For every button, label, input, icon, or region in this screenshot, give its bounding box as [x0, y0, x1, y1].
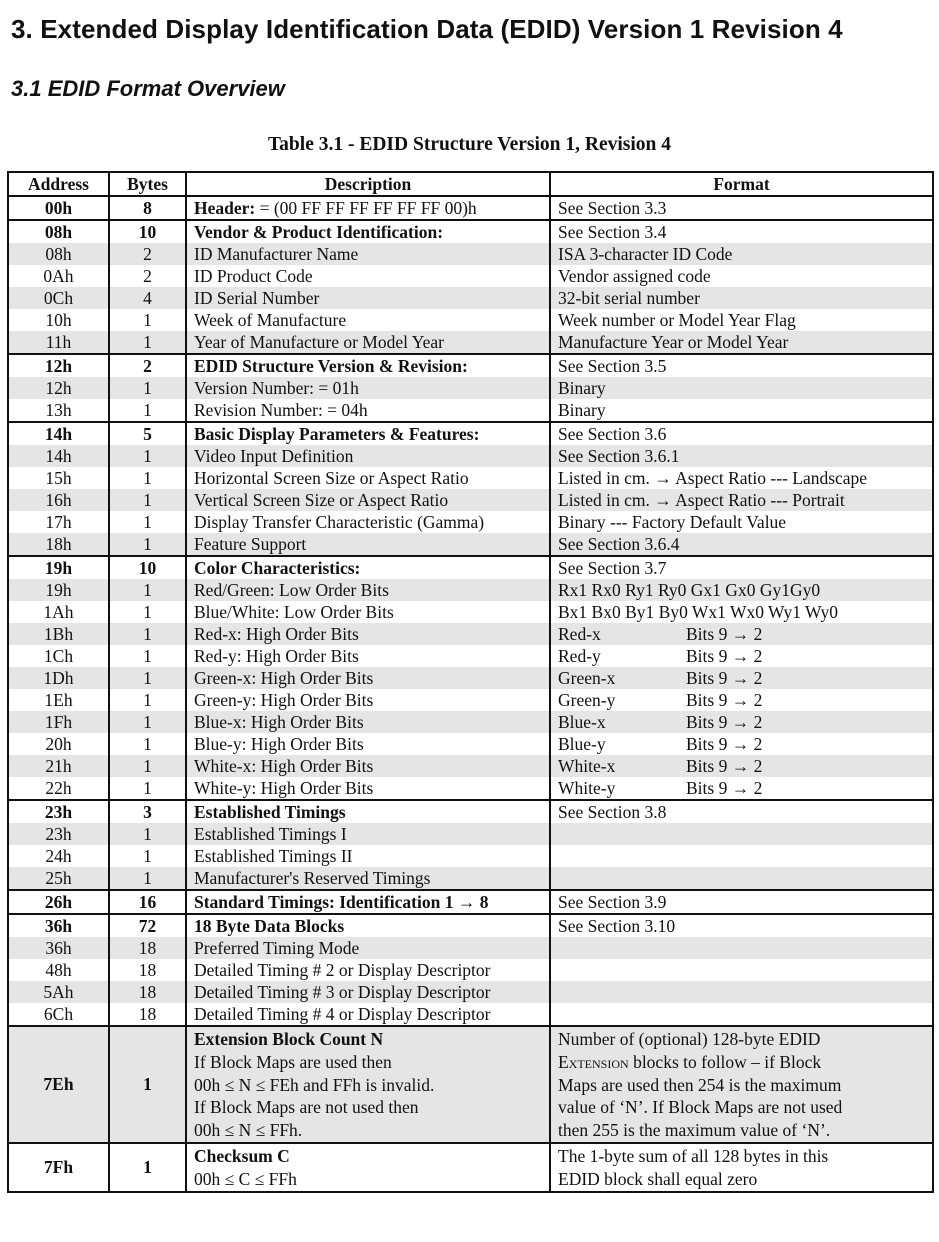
- table-row: [8, 354, 933, 377]
- description-line: 00h ≤ N ≤ FEh and FFh is invalid.: [194, 1074, 435, 1095]
- format-cell: [550, 287, 933, 309]
- address-cell: 24h: [8, 845, 109, 867]
- table-row: [8, 445, 933, 467]
- description-cell: [186, 196, 550, 220]
- table-caption: Table 3.1 - EDID Structure Version 1, Revision 4: [267, 134, 672, 155]
- address-cell: 19h: [8, 579, 109, 601]
- address-cell: 48h: [8, 959, 109, 981]
- bytes-cell: 1: [109, 1143, 186, 1192]
- address-cell: 14h: [8, 422, 109, 445]
- format-cell: [550, 623, 933, 645]
- table-row: [8, 399, 933, 422]
- description-cell: [186, 220, 550, 243]
- table-row: [8, 196, 933, 220]
- table-row: [8, 220, 933, 243]
- format-text: Rx1 Rx0 Ry1 Ry0 Gx1 Gx0 Gy1Gy0: [558, 580, 821, 600]
- format-text: See Section 3.4: [558, 222, 667, 242]
- bytes-cell: 1: [109, 667, 186, 689]
- table-row: [8, 556, 933, 579]
- table-row: [8, 867, 933, 890]
- format-cell: [550, 667, 933, 689]
- bytes-cell: 10: [109, 556, 186, 579]
- description-text: Week of Manufacture: [194, 310, 347, 330]
- address-cell: 21h: [8, 755, 109, 777]
- format-component-name: White-x: [558, 756, 616, 776]
- address-cell: 1Bh: [8, 623, 109, 645]
- format-text: Bx1 Bx0 By1 By0 Wx1 Wx0 Wy1 Wy0: [558, 602, 839, 622]
- description-text: Green-y: High Order Bits: [194, 690, 374, 710]
- description-cell: [186, 1026, 550, 1143]
- format-component-name: Blue-x: [558, 712, 606, 732]
- format-line: then 255 is the maximum value of ‘N’.: [558, 1120, 831, 1141]
- description-suffix: = (00 FF FF FF FF FF FF 00)h: [255, 198, 477, 218]
- description-text: Vertical Screen Size or Aspect Ratio: [194, 490, 449, 510]
- bytes-cell: 1: [109, 845, 186, 867]
- table-row: [8, 981, 933, 1003]
- format-cell: [550, 445, 933, 467]
- table-row: [8, 1003, 933, 1026]
- format-cell: [550, 711, 933, 733]
- format-cell: [550, 777, 933, 800]
- description-text: Blue-y: High Order Bits: [194, 734, 364, 754]
- table-row: [8, 331, 933, 354]
- description-text: Year of Manufacture or Model Year: [194, 332, 444, 352]
- format-component-name: Blue-y: [558, 734, 606, 754]
- bytes-cell: 1: [109, 331, 186, 354]
- format-bit-range: Bits 9 → 2: [686, 624, 763, 644]
- format-text: Binary: [558, 400, 606, 420]
- description-cell: [186, 981, 550, 1003]
- format-cell: [550, 867, 933, 890]
- format-component-name: Green-x: [558, 668, 616, 688]
- bytes-cell: 18: [109, 959, 186, 981]
- format-cell: [550, 556, 933, 579]
- description-text: Manufacturer's Reserved Timings: [194, 868, 431, 888]
- table-row: [8, 845, 933, 867]
- description-cell: [186, 937, 550, 959]
- format-cell: [550, 937, 933, 959]
- format-text: ISA 3-character ID Code: [558, 244, 733, 264]
- bytes-cell: 1: [109, 445, 186, 467]
- address-cell: 1Ah: [8, 601, 109, 623]
- format-cell: [550, 959, 933, 981]
- description-cell: [186, 445, 550, 467]
- format-cell: [550, 399, 933, 422]
- format-cell: [550, 800, 933, 823]
- description-cell: [186, 265, 550, 287]
- description-cell: [186, 645, 550, 667]
- description-cell: [186, 914, 550, 937]
- address-cell: 6Ch: [8, 1003, 109, 1026]
- format-text: Vendor assigned code: [558, 266, 711, 286]
- description-text: Red-x: High Order Bits: [194, 624, 359, 644]
- address-cell: 1Fh: [8, 711, 109, 733]
- format-text: See Section 3.6.4: [558, 534, 680, 554]
- description-text: ID Manufacturer Name: [194, 244, 359, 264]
- format-cell: [550, 845, 933, 867]
- format-cell: [550, 1026, 933, 1143]
- description-cell: [186, 399, 550, 422]
- bytes-cell: 1: [109, 377, 186, 399]
- format-cell: [550, 243, 933, 265]
- bytes-cell: 1: [109, 823, 186, 845]
- format-cell: [550, 755, 933, 777]
- description-text: Detailed Timing # 2 or Display Descriptor: [194, 960, 491, 980]
- bytes-cell: 1: [109, 689, 186, 711]
- table-row: [8, 243, 933, 265]
- format-cell: [550, 1003, 933, 1026]
- format-line: value of ‘N’. If Block Maps are not used: [558, 1097, 843, 1118]
- description-text: Detailed Timing # 3 or Display Descriptor: [194, 982, 491, 1002]
- bytes-cell: 1: [109, 1026, 186, 1143]
- address-cell: 25h: [8, 867, 109, 890]
- table-row: [8, 823, 933, 845]
- description-text: Feature Support: [194, 534, 307, 554]
- description-text: Red/Green: Low Order Bits: [194, 580, 389, 600]
- address-cell: 08h: [8, 243, 109, 265]
- address-cell: 12h: [8, 377, 109, 399]
- description-line: 00h ≤ N ≤ FFh.: [194, 1120, 303, 1141]
- description-text: Preferred Timing Mode: [194, 938, 360, 958]
- format-line: The 1-byte sum of all 128 bytes in this: [558, 1145, 829, 1166]
- address-cell: 1Dh: [8, 667, 109, 689]
- format-smallcaps-word: Extension: [558, 1051, 629, 1072]
- format-bit-range: Bits 9 → 2: [686, 712, 763, 732]
- description-text: Video Input Definition: [194, 446, 354, 466]
- description-text: Color Characteristics:: [194, 558, 361, 578]
- format-cell: [550, 309, 933, 331]
- table-body: [8, 196, 933, 1192]
- format-text: See Section 3.3: [558, 198, 667, 218]
- table-row: [8, 800, 933, 823]
- table-row: [8, 265, 933, 287]
- format-cell: [550, 265, 933, 287]
- format-text: Manufacture Year or Model Year: [558, 332, 789, 352]
- format-line: EDID block shall equal zero: [558, 1168, 758, 1189]
- table-row: [8, 309, 933, 331]
- format-text: See Section 3.6: [558, 424, 667, 444]
- table-row: [8, 959, 933, 981]
- bytes-cell: 4: [109, 287, 186, 309]
- address-cell: 17h: [8, 511, 109, 533]
- bytes-cell: 1: [109, 467, 186, 489]
- description-cell: [186, 890, 550, 914]
- description-text: Header:: [194, 198, 256, 218]
- description-line: If Block Maps are used then: [194, 1051, 392, 1072]
- description-cell: [186, 422, 550, 445]
- address-cell: 7Eh: [8, 1026, 109, 1143]
- format-text: Binary --- Factory Default Value: [558, 512, 787, 532]
- bytes-cell: 1: [109, 399, 186, 422]
- format-cell: [550, 196, 933, 220]
- description-cell: [186, 489, 550, 511]
- description-line: If Block Maps are not used then: [194, 1097, 419, 1118]
- section-heading: 3.1 EDID Format Overview: [11, 76, 285, 101]
- format-cell: [550, 890, 933, 914]
- address-cell: 5Ah: [8, 981, 109, 1003]
- format-text: Week number or Model Year Flag: [558, 310, 796, 330]
- description-text: Basic Display Parameters & Features:: [194, 424, 480, 444]
- format-text: See Section 3.7: [558, 558, 667, 578]
- description-text: Established Timings I: [194, 824, 347, 844]
- bytes-cell: 18: [109, 981, 186, 1003]
- description-text: White-x: High Order Bits: [194, 756, 374, 776]
- bytes-cell: 16: [109, 890, 186, 914]
- format-text: See Section 3.5: [558, 356, 667, 376]
- description-text: ID Serial Number: [194, 288, 320, 308]
- description-text: Version Number: = 01h: [194, 378, 359, 398]
- table-row: [8, 914, 933, 937]
- format-bit-range: Bits 9 → 2: [686, 668, 763, 688]
- format-text: Listed in cm. → Aspect Ratio --- Landscape: [558, 468, 868, 488]
- column-header-bytes: Bytes: [109, 172, 186, 196]
- format-bit-range: Bits 9 → 2: [686, 756, 763, 776]
- format-cell: [550, 981, 933, 1003]
- description-cell: [186, 331, 550, 354]
- table-row: [8, 755, 933, 777]
- format-text: Listed in cm. → Aspect Ratio --- Portrait: [558, 490, 845, 510]
- table-row: [8, 511, 933, 533]
- bytes-cell: 1: [109, 867, 186, 890]
- address-cell: 20h: [8, 733, 109, 755]
- description-text: 18 Byte Data Blocks: [194, 916, 345, 936]
- bytes-cell: 1: [109, 579, 186, 601]
- bytes-cell: 10: [109, 220, 186, 243]
- format-cell: [550, 489, 933, 511]
- format-bit-range: Bits 9 → 2: [686, 646, 763, 666]
- format-line: Maps are used then 254 is the maximum: [558, 1074, 842, 1095]
- bytes-cell: 72: [109, 914, 186, 937]
- column-header-format: Format: [550, 172, 933, 196]
- address-cell: 22h: [8, 777, 109, 800]
- format-component-name: White-y: [558, 778, 616, 798]
- page-title: 3. Extended Display Identification Data (EDID) Version 1 Revision 4: [11, 14, 843, 44]
- format-component-name: Red-x: [558, 624, 601, 644]
- table-row: [8, 533, 933, 556]
- description-line: 00h ≤ C ≤ FFh: [194, 1168, 297, 1189]
- format-text: See Section 3.8: [558, 802, 667, 822]
- description-text: Established Timings II: [194, 846, 353, 866]
- bytes-cell: 1: [109, 309, 186, 331]
- bytes-cell: 1: [109, 623, 186, 645]
- address-cell: 00h: [8, 196, 109, 220]
- format-line: Number of (optional) 128-byte EDID: [558, 1029, 821, 1049]
- address-cell: 26h: [8, 890, 109, 914]
- description-cell: [186, 667, 550, 689]
- description-cell: [186, 601, 550, 623]
- format-bit-range: Bits 9 → 2: [686, 690, 763, 710]
- address-cell: 18h: [8, 533, 109, 556]
- description-cell: [186, 354, 550, 377]
- format-cell: [550, 533, 933, 556]
- description-cell: [186, 467, 550, 489]
- description-cell: [186, 689, 550, 711]
- format-cell: [550, 645, 933, 667]
- address-cell: 19h: [8, 556, 109, 579]
- address-cell: 13h: [8, 399, 109, 422]
- table-row-extension-block-count: [8, 1026, 933, 1143]
- table-row: [8, 422, 933, 445]
- table-header-row: [8, 172, 933, 196]
- description-cell: [186, 845, 550, 867]
- bytes-cell: 5: [109, 422, 186, 445]
- description-title: Extension Block Count N: [194, 1029, 384, 1049]
- description-text: Detailed Timing # 4 or Display Descriptor: [194, 1004, 491, 1024]
- bytes-cell: 1: [109, 711, 186, 733]
- description-cell: [186, 823, 550, 845]
- bytes-cell: 2: [109, 243, 186, 265]
- address-cell: 10h: [8, 309, 109, 331]
- table-row: [8, 937, 933, 959]
- table-row: [8, 689, 933, 711]
- description-cell: [186, 377, 550, 399]
- bytes-cell: 1: [109, 777, 186, 800]
- table-row: [8, 489, 933, 511]
- description-cell: [186, 1003, 550, 1026]
- description-cell: [186, 579, 550, 601]
- format-text: Binary: [558, 378, 606, 398]
- description-cell: [186, 511, 550, 533]
- description-text: Green-x: High Order Bits: [194, 668, 374, 688]
- bytes-cell: 1: [109, 601, 186, 623]
- format-cell: [550, 823, 933, 845]
- format-cell: [550, 467, 933, 489]
- description-cell: [186, 755, 550, 777]
- format-text: See Section 3.6.1: [558, 446, 680, 466]
- description-cell: [186, 711, 550, 733]
- bytes-cell: 1: [109, 755, 186, 777]
- description-text: ID Product Code: [194, 266, 313, 286]
- address-cell: 15h: [8, 467, 109, 489]
- format-cell: [550, 733, 933, 755]
- bytes-cell: 2: [109, 265, 186, 287]
- bytes-cell: 18: [109, 1003, 186, 1026]
- format-bit-range: Bits 9 → 2: [686, 778, 763, 798]
- format-bit-range: Bits 9 → 2: [686, 734, 763, 754]
- table-row: [8, 733, 933, 755]
- address-cell: 36h: [8, 937, 109, 959]
- address-cell: 14h: [8, 445, 109, 467]
- description-text: Blue/White: Low Order Bits: [194, 602, 394, 622]
- description-cell: [186, 623, 550, 645]
- format-text: See Section 3.10: [558, 916, 676, 936]
- description-text: Horizontal Screen Size or Aspect Ratio: [194, 468, 469, 488]
- table-row: [8, 467, 933, 489]
- bytes-cell: 1: [109, 645, 186, 667]
- description-cell: [186, 243, 550, 265]
- description-cell: [186, 556, 550, 579]
- address-cell: 08h: [8, 220, 109, 243]
- description-text: Blue-x: High Order Bits: [194, 712, 364, 732]
- address-cell: 23h: [8, 800, 109, 823]
- description-text: White-y: High Order Bits: [194, 778, 374, 798]
- bytes-cell: 1: [109, 511, 186, 533]
- table-row: [8, 645, 933, 667]
- bytes-cell: 8: [109, 196, 186, 220]
- column-header-address: Address: [8, 172, 109, 196]
- format-cell: [550, 377, 933, 399]
- description-cell: [186, 533, 550, 556]
- address-cell: 23h: [8, 823, 109, 845]
- description-cell: [186, 800, 550, 823]
- format-cell: [550, 579, 933, 601]
- description-text: EDID Structure Version & Revision:: [194, 356, 468, 376]
- address-cell: 1Eh: [8, 689, 109, 711]
- table-row: [8, 890, 933, 914]
- table-row: [8, 287, 933, 309]
- table-row: [8, 777, 933, 800]
- address-cell: 16h: [8, 489, 109, 511]
- bytes-cell: 2: [109, 354, 186, 377]
- description-title: Checksum C: [194, 1145, 290, 1166]
- format-cell: [550, 331, 933, 354]
- format-cell: [550, 914, 933, 937]
- bytes-cell: 1: [109, 489, 186, 511]
- format-component-name: Green-y: [558, 690, 616, 710]
- column-header-description: Description: [186, 172, 550, 196]
- description-cell: [186, 959, 550, 981]
- table-row: [8, 377, 933, 399]
- description-cell: [186, 309, 550, 331]
- format-line: [558, 1051, 926, 1074]
- edid-structure-table: [7, 171, 934, 1193]
- format-cell: [550, 422, 933, 445]
- description-cell: [186, 867, 550, 890]
- format-cell: [550, 689, 933, 711]
- description-text: Red-y: High Order Bits: [194, 646, 359, 666]
- description-text: Standard Timings: Identification 1 → 8: [194, 892, 489, 912]
- bytes-cell: 18: [109, 937, 186, 959]
- format-text: 32-bit serial number: [558, 288, 700, 308]
- bytes-cell: 1: [109, 533, 186, 556]
- table-row: [8, 623, 933, 645]
- address-cell: 36h: [8, 914, 109, 937]
- address-cell: 1Ch: [8, 645, 109, 667]
- format-cell: [550, 354, 933, 377]
- format-line-rest: blocks to follow – if Block: [633, 1051, 822, 1072]
- table-row: [8, 601, 933, 623]
- description-cell: [186, 287, 550, 309]
- description-text: Display Transfer Characteristic (Gamma): [194, 512, 485, 532]
- table-row-checksum: [8, 1143, 933, 1192]
- description-text: Revision Number: = 04h: [194, 400, 368, 420]
- table-row: [8, 711, 933, 733]
- address-cell: 11h: [8, 331, 109, 354]
- bytes-cell: 1: [109, 733, 186, 755]
- description-cell: [186, 733, 550, 755]
- description-cell: [186, 1143, 550, 1192]
- format-cell: [550, 601, 933, 623]
- format-component-name: Red-y: [558, 646, 601, 666]
- bytes-cell: 3: [109, 800, 186, 823]
- description-text: Vendor & Product Identification:: [194, 222, 444, 242]
- description-text: Established Timings: [194, 802, 346, 822]
- address-cell: 0Ch: [8, 287, 109, 309]
- format-cell: [550, 220, 933, 243]
- format-text: See Section 3.9: [558, 892, 667, 912]
- format-cell: [550, 511, 933, 533]
- address-cell: 12h: [8, 354, 109, 377]
- address-cell: 0Ah: [8, 265, 109, 287]
- table-row: [8, 667, 933, 689]
- table-row: [8, 579, 933, 601]
- description-cell: [186, 777, 550, 800]
- format-cell: [550, 1143, 933, 1192]
- address-cell: 7Fh: [8, 1143, 109, 1192]
